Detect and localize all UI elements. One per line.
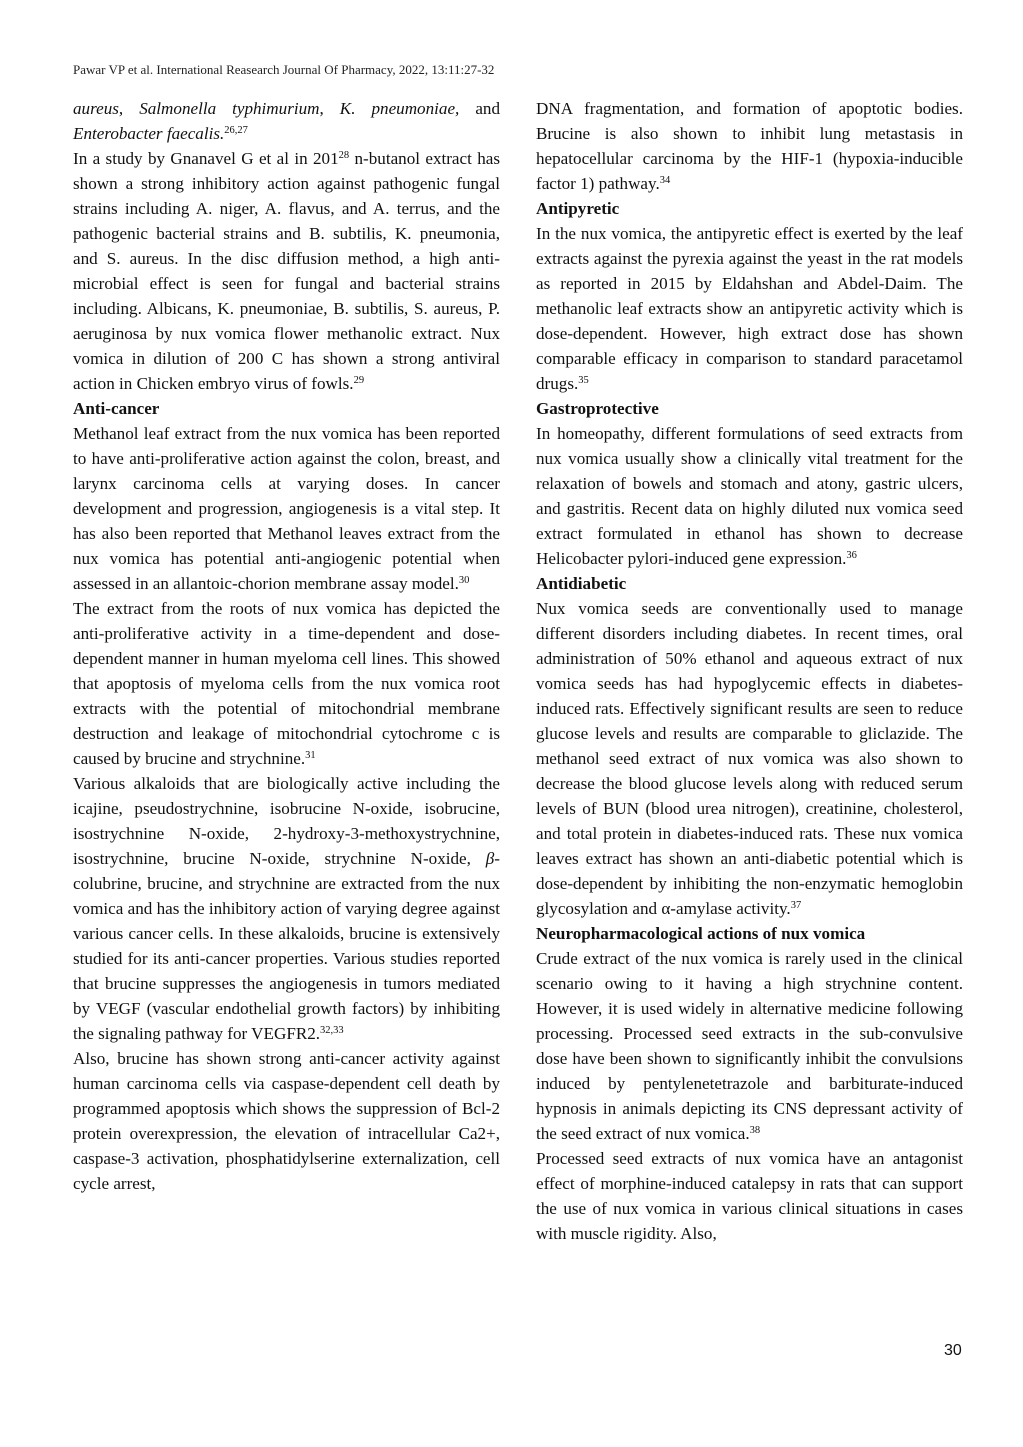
heading-antipyretic: Antipyretic <box>536 199 620 218</box>
paragraph-brucine-apoptosis: Also, brucine has shown strong anti-cancer activity against human carcinoma cells via caspase-dependent cell death by programmed apoptosis which shows the suppression of Bcl-2 protein overexpression, the elevation of intracellular Ca2+, caspase-3 activation, phosphatidylserine externalization, cell cycle arrest, <box>73 1049 500 1193</box>
page-number: 30 <box>944 1342 962 1359</box>
citation-ref: 36 <box>846 550 857 561</box>
paragraph-gastroprotective: In homeopathy, different formulations of seed extracts from nux vomica usually show a clinically vital treatment for the relaxation of bowels and stomach and atony, gastric ulcers, and gastritis. Recent data on highly diluted nux vomica seed extract formulated in ethanol has shown to decrease Helicobacter pylori-induced gene expression.$^{36}$ <box>536 424 963 568</box>
right-column <box>536 96 963 1246</box>
paragraph-processed-seed: Processed seed extracts of nux vomica have an antagonist effect of morphine-induced catalepsy in rats that can support the use of nux vomica in various clinical situations in cases with muscle rigidity. Also, <box>536 1149 963 1243</box>
paragraph-antidiabetic: Nux vomica seeds are conventionally used to manage different disorders including diabetes. In recent times, oral administration of 50% ethanol and aqueous extract of nux vomica seeds has had hypoglycemic effects in diabetes-induced rats. Effectively significant results are seen to reduce glucose levels and results are comparable to gliclazide. The methanol seed extract of nux vomica was also shown to decrease the blood glucose levels along with reduced serum levels of BUN (blood urea nitrogen), creatinine, cholesterol, and total protein in diabetes-induced rats. These nux vomica leaves extract has shown an anti-diabetic potential which is dose-dependent by inhibiting the non-enzymatic hemoglobin glycosylation and α-amylase activity.$^{37}$ <box>536 599 963 918</box>
heading-neuropharmacological: Neuropharmacological actions of nux vomica <box>536 924 866 943</box>
citation-ref: 26,27 <box>224 125 248 136</box>
citation-ref: 32,33 <box>320 1025 344 1036</box>
paragraph-methanol-leaf: Methanol leaf extract from the nux vomica has been reported to have anti-proliferative action against the colon, breast, and larynx carcinoma cells at varying doses. In cancer development and progression, angiogenesis is a vital step. It has also been reported that Methanol leaves extract from the nux vomica has potential anti-angiogenic potential when assessed in an allantoic-chorion membrane assay model.$^{30}$ <box>73 424 500 593</box>
citation-ref: 29 <box>353 375 365 386</box>
left-column <box>73 96 500 1196</box>
citation-ref: 34 <box>659 175 671 186</box>
paragraph-crude-extract: Crude extract of the nux vomica is rarely used in the clinical scenario owing to it having a high strychnine content. However, it is used widely in alternative medicine following processing. Processed seed extracts in the sub-convulsive dose have been shown to significantly inhibit the convulsions induced by pentylenetetrazole and barbiturate-induced hypnosis in animals depicting its CNS depressant activity of the seed extract of nux vomica.$^{38}$ <box>536 949 963 1143</box>
citation-ref: 31 <box>305 750 316 761</box>
citation-ref: 38 <box>749 1125 761 1136</box>
citation-ref: 37 <box>790 900 802 911</box>
running-header: Pawar VP et al. International Reasearch Journal Of Pharmacy, 2022, 13:11:27-32 <box>73 62 495 77</box>
paragraph-bacteria-list: aureus, Salmonella typhimurium, K. pneumoniae, and Enterobacter faecalis.$^{26,27}$ <box>73 99 501 143</box>
citation-ref: 30 <box>458 575 470 586</box>
paragraph-root-extract: The extract from the roots of nux vomica has depicted the anti-proliferative activity in a time-dependent and dose-dependent manner in human myeloma cell lines. This showed that apoptosis of myeloma cells from the nux vomica root extracts with the potential of mitochondrial membrane destruction and leakage of mitochondrial cytochrome c is caused by brucine and strychnine.$^{31}$ <box>73 599 500 768</box>
paragraph-gnanavel-study: In a study by Gnanavel G et al in $201^{28}$ n-butanol extract has shown a strong inhibitory action against pathogenic fungal strains including A. niger, A. flavus, and A. terrus, and the pathogenic bacterial strains and B. subtilis, K. pneumonia, and S. aureus. In the disc diffusion method, a high anti-microbial effect is seen for fungal and bacterial strains including. Albicans, K. pneumoniae, B. subtilis, S. aureus, P. aeruginosa by nux vomica flower methanolic extract. Nux vomica in dilution of 200 C has shown a strong antiviral action in Chicken embryo virus of fowls.$^{29}$ <box>73 149 500 393</box>
heading-anti-cancer: Anti-cancer <box>73 399 160 418</box>
paragraph-dna-fragmentation: DNA fragmentation, and formation of apoptotic bodies. Brucine is also shown to inhibit lung metastasis in hepatocellular carcinoma by the HIF-1 (hypoxia-inducible factor 1) pathway.$^{34}$ <box>536 99 963 193</box>
heading-antidiabetic: Antidiabetic <box>536 574 627 593</box>
paragraph-antipyretic: In the nux vomica, the antipyretic effect is exerted by the leaf extracts against the pyrexia against the yeast in the rat models as reported in 2015 by Eldahshan and Abdel-Daim. The methanolic leaf extracts show an antipyretic activity which is dose-dependent. However, high extract dose has shown comparable efficacy in comparison to standard paracetamol drugs.$^{35}$ <box>536 224 963 393</box>
heading-gastroprotective: Gastroprotective <box>536 399 659 418</box>
paragraph-alkaloids: Various alkaloids that are biologically active including the icajine, pseudostrychnine, isobrucine N-oxide, isobrucine, isostrychnine N-oxide, 2-hydroxy-3-methoxystrychnine, isostrychnine, brucine N-oxide, strychnine N-oxide, β-colubrine, brucine, and strychnine are extracted from the nux vomica and has the inhibitory action of varying degree against various cancer cells. In these alkaloids, brucine is extensively studied for its anti-cancer properties. Various studies reported that brucine suppresses the angiogenesis in tumors mediated by VEGF (vascular endothelial growth factors) by inhibiting the signaling pathway for VEGFR2.$^{32,33}$ <box>73 774 500 1043</box>
citation-ref: 35 <box>578 375 589 386</box>
citation-ref: 28 <box>338 150 350 161</box>
